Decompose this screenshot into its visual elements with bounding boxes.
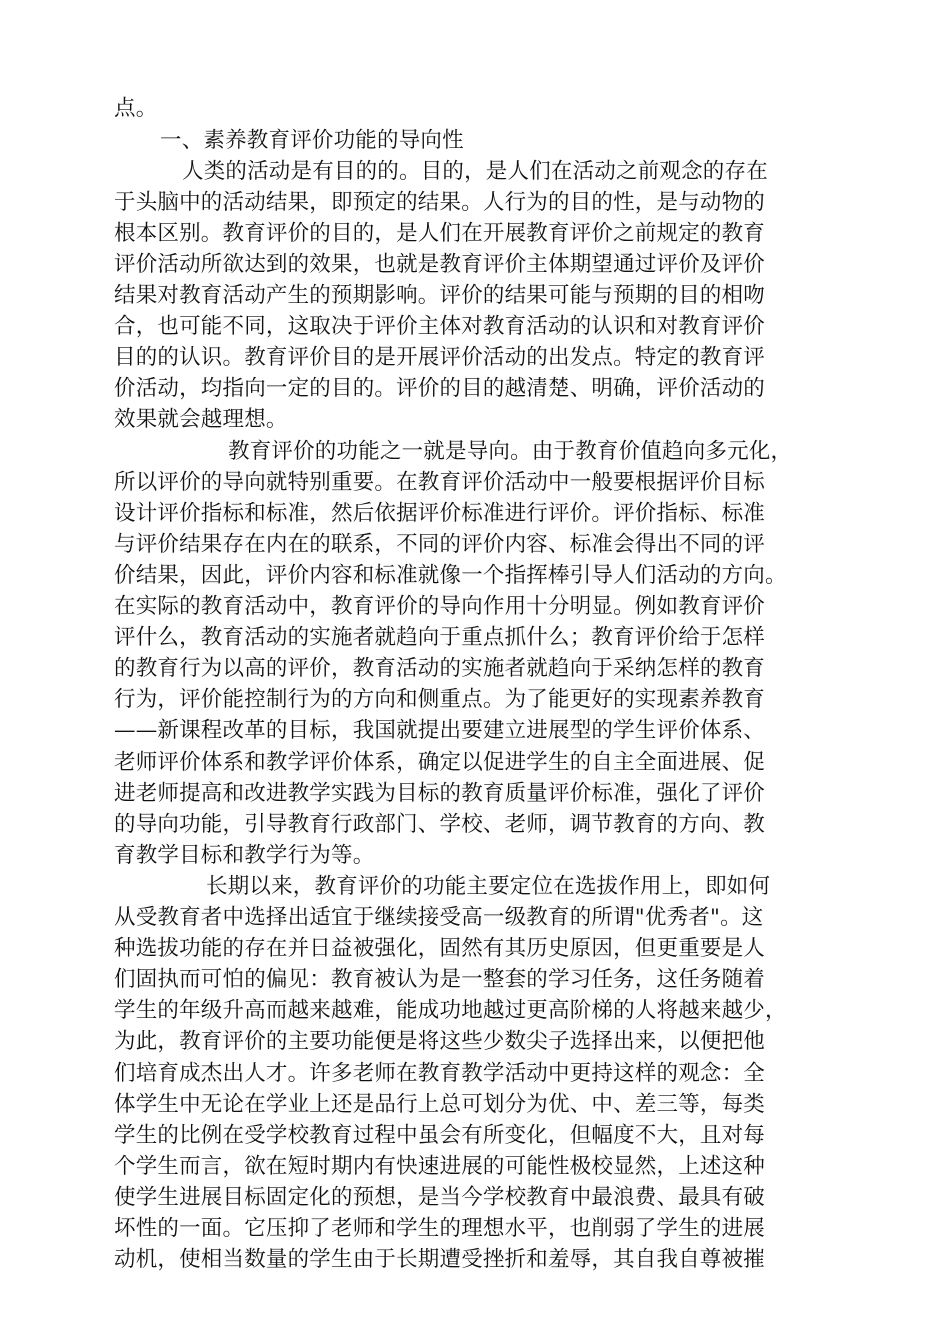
text-line: 于头脑中的活动结果，即预定的结果。人行为的目的性，是与动物的 — [114, 190, 766, 215]
text-line: 进老师提高和改进教学实践为目标的教育质量评价标准，强化了评价 — [114, 781, 766, 806]
text-line: 为此，教育评价的主要功能便是将这些少数尖子选择出来，以便把他 — [114, 1029, 766, 1054]
text-line: 与评价结果存在内在的联系，不同的评价内容、标准会得出不同的评 — [114, 532, 766, 557]
text-line: 点。 — [114, 96, 158, 121]
text-line: 从受教育者中选择出适宜于继续接受高一级教育的所谓"优秀者"。这 — [114, 905, 764, 930]
text-line: 们固执而可怕的偏见：教育被认为是一整套的学习任务，这任务随着 — [114, 967, 766, 992]
text-line: 们培育成杰出人才。许多老师在教育教学活动中更持这样的观念：全 — [114, 1061, 766, 1086]
text-line: 设计评价指标和标准，然后依据评价标准进行评价。评价指标、标准 — [114, 501, 766, 526]
text-line: 学生的年级升高而越来越难，能成功地越过更高阶梯的人将越来越少， — [114, 998, 787, 1023]
text-line: 效果就会越理想。 — [114, 407, 288, 432]
section-heading: 一、素养教育评价功能的导向性 — [160, 128, 464, 153]
text-line: ——新课程改革的目标，我国就提出要建立进展型的学生评价体系、 — [114, 718, 766, 743]
text-line: 所以评价的导向就特别重要。在教育评价活动中一般要根据评价目标 — [114, 470, 766, 495]
text-line: 合，也可能不同，这取决于评价主体对教育活动的认识和对教育评价 — [114, 314, 766, 339]
text-line: 结果对教育活动产生的预期影响。评价的结果可能与预期的目的相吻 — [114, 283, 766, 308]
text-line: 体学生中无论在学业上还是品行上总可划分为优、中、差三等，每类 — [114, 1092, 766, 1117]
text-line: 价结果，因此，评价内容和标准就像一个指挥棒引导人们活动的方向。 — [114, 563, 787, 588]
text-line: 人类的活动是有目的的。目的，是人们在活动之前观念的存在 — [182, 159, 768, 184]
text-line: 价活动，均指向一定的目的。评价的目的越清楚、明确，评价活动的 — [114, 376, 766, 401]
text-line: 在实际的教育活动中，教育评价的导向作用十分明显。例如教育评价 — [114, 594, 766, 619]
text-line: 目的的认识。教育评价目的是开展评价活动的出发点。特定的教育评 — [114, 345, 766, 370]
text-line: 评什么，教育活动的实施者就趋向于重点抓什么；教育评价给于怎样 — [114, 625, 766, 650]
text-line: 动机，使相当数量的学生由于长期遭受挫折和羞辱，其自我自尊被摧 — [114, 1247, 766, 1272]
text-line: 种选拔功能的存在并日益被强化，固然有其历史原因，但更重要是人 — [114, 936, 766, 961]
text-line: 坏性的一面。它压抑了老师和学生的理想水平，也削弱了学生的进展 — [114, 1216, 766, 1241]
text-line: 学生的比例在受学校教育过程中虽会有所变化，但幅度不大，且对每 — [114, 1123, 766, 1148]
text-line: 评价活动所欲达到的效果，也就是教育评价主体期望通过评价及评价 — [114, 252, 766, 277]
text-line: 教育评价的功能之一就是导向。由于教育价值趋向多元化， — [228, 439, 793, 464]
text-line: 个学生而言，欲在短时期内有快速进展的可能性极校显然，上述这种 — [114, 1154, 766, 1179]
text-line: 老师评价体系和教学评价体系，确定以促进学生的自主全面进展、促 — [114, 750, 766, 775]
text-line: 行为，评价能控制行为的方向和侧重点。为了能更好的实现素养教育 — [114, 687, 766, 712]
text-line: 使学生进展目标固定化的预想，是当今学校教育中最浪费、最具有破 — [114, 1185, 766, 1210]
text-line: 育教学目标和教学行为等。 — [114, 843, 375, 868]
text-line: 根本区别。教育评价的目的，是人们在开展教育评价之前规定的教育 — [114, 221, 766, 246]
text-line: 的教育行为以高的评价，教育活动的实施者就趋向于采纳怎样的教育 — [114, 656, 766, 681]
text-line: 的导向功能，引导教育行政部门、学校、老师，调节教育的方向、教 — [114, 812, 766, 837]
text-line: 长期以来，教育评价的功能主要定位在选拔作用上，即如何 — [206, 874, 771, 899]
